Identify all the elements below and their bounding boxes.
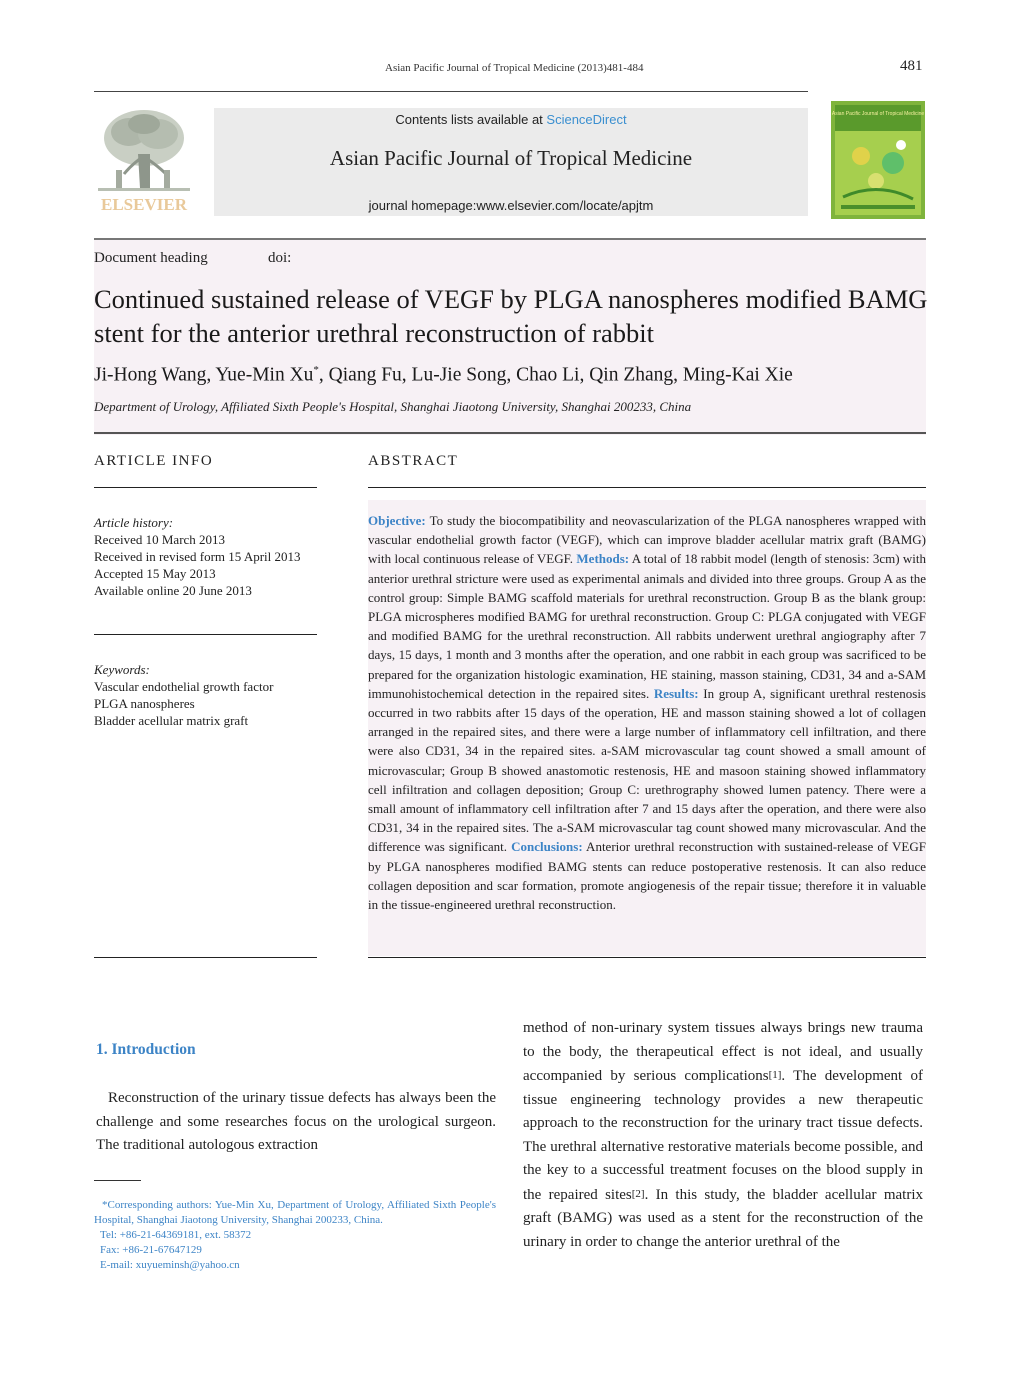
- running-head: Asian Pacific Journal of Tropical Medicine (2013)481-484: [385, 62, 644, 74]
- author-list: [94, 364, 928, 387]
- methods-label: Methods:: [576, 551, 630, 567]
- authors-after-mark: , Qiang Fu, Lu-Jie Song, Chao Li, Qin Zhang, Ming-Kai Xie: [318, 364, 793, 386]
- objective-label: Objective:: [368, 513, 426, 528]
- article-history: [94, 514, 317, 599]
- results-text: In group A, significant urethral restenosis occurred in two rabbits after 15 days of the operation, HE and masson staining showed a lot of collagen arranged in the repaired sites, and there were a large number of inflammatory cell infiltration, and there were also CD31, 34 in the repaired sites. a-SAM microvascular tag count showed a small amount of microvascular; Group B showed anastomotic restenosis, HE and masoon staining showed inflammatory cell infiltration and collagen deposition; Group C: urethrography showed lumen patency. There were a small amount of inflammatory cell infiltration after 7 and 15 days after the operation, and there were also CD31, 34 in the repaired sites. The a-SAM microvascular tag count showed many microvascular. And the difference was significant.: [368, 685, 926, 855]
- doi-label: doi:: [268, 250, 292, 266]
- sciencedirect-link[interactable]: ScienceDirect: [546, 112, 627, 127]
- introduction-right-column: [523, 1017, 923, 1254]
- results-label: Results:: [653, 685, 699, 701]
- history-label: Article history:: [94, 515, 174, 530]
- divider: [368, 487, 926, 488]
- svg-text:ELSEVIER: ELSEVIER: [101, 195, 187, 214]
- contents-line: [214, 112, 808, 127]
- article-title: Continued sustained release of VEGF by PLGA nanospheres modified BAMG stent for the anterior urethral reconstruction of rabbit: [94, 284, 928, 348]
- reference-link[interactable]: [2]: [631, 1187, 645, 1200]
- divider: [94, 634, 317, 635]
- journal-homepage[interactable]: journal homepage:www.elsevier.com/locate/apjtm: [368, 198, 654, 213]
- footnote-email[interactable]: E-mail: xuyueminsh@yahoo.cn: [100, 1259, 240, 1271]
- top-rule: [94, 91, 808, 92]
- page-number: 481: [900, 58, 923, 74]
- reference-link[interactable]: [1]: [768, 1069, 782, 1081]
- footnote-fax: Fax: +86-21-67647129: [100, 1244, 202, 1256]
- footnote-tel: Tel: +86-21-64369181, ext. 58372: [100, 1229, 252, 1241]
- abstract-heading: ABSTRACT: [368, 453, 459, 469]
- article-info-heading: ARTICLE INFO: [94, 453, 214, 469]
- contents-prefix: Contents lists available at: [395, 112, 547, 127]
- keyword-item: Vascular endothelial growth factor: [94, 679, 274, 694]
- history-revised: Received in revised form 15 April 2013: [94, 549, 301, 564]
- methods-text: A total of 18 rabbit model (length of stenosis: 3cm) with anterior urethral stricture were used as experimental animals and divided into three groups. Group A as the control group: Simple BAMG scaffold materials for urethral reconstruction. Group B as the blank group: PLGA microspheres modified BAMG for urethral reconstruction. Group C: PLGA conjugated with VEGF and modified BAMG for the urethral reconstruction. All rabbits underwent urethral angiography after 7 days, 15 days, 1 month and 3 months after the operation, and one rabbit in each group was sacrificed to be prepared for the organization histologic examination, HE staining, masson staining, CD31, 34 and a-SAM immunohistochemical detection in the repaired sites.: [368, 551, 926, 701]
- title-block-rule: [94, 432, 926, 434]
- conclusions-text: Anterior urethral reconstruction with sustained-release of VEGF by PLGA nanospheres modified BAMG stents can reduce postoperative restenosis. It can also reduce collagen deposition and scar formation, promote angiogenesis of the repair tissue; therefore it in valuable in the tissue-engineered urethral reconstruction.: [368, 839, 926, 913]
- keywords: [94, 661, 317, 729]
- elsevier-logo: [94, 104, 194, 216]
- footnote-rule: [94, 1180, 141, 1181]
- divider: [94, 487, 317, 488]
- corresponding-author-note: [94, 1198, 496, 1229]
- intro-text-part: method of non-urinary system tissues always brings new trauma to the body, the therapeutical effect is not ideal, and usually accompanied by serious complications: [523, 1020, 923, 1084]
- conclusions-label: Conclusions:: [511, 839, 583, 855]
- keyword-item: PLGA nanospheres: [94, 696, 195, 711]
- keyword-item: Bladder acellular matrix graft: [94, 713, 249, 728]
- introduction-left-column: Reconstruction of the urinary tissue defects has always been the challenge and some researches focus on the urological surgeon. The traditional autologous extraction: [96, 1090, 496, 1154]
- svg-text:Asian Pacific Journal of Tropi: Asian Pacific Journal of Tropical Medicine: [831, 111, 925, 117]
- journal-name: Asian Pacific Journal of Tropical Medicine: [329, 146, 693, 170]
- divider: [94, 957, 317, 958]
- history-online: Available online 20 June 2013: [94, 583, 252, 598]
- abstract-text: [368, 511, 926, 914]
- affiliation: Department of Urology, Affiliated Sixth People's Hospital, Shanghai Jiaotong University, Shanghai 200233, China: [94, 399, 692, 414]
- intro-text-part: . The development of tissue engineering technology provides a new therapeutic approach to the reconstruction for the urinary tract tissue defects. The urethral alternative restorative materials become possible, and the key to a successful treatment focuses on the blood supply in the repaired sites: [523, 1068, 923, 1203]
- journal-cover: [831, 101, 925, 219]
- history-received: Received 10 March 2013: [94, 532, 226, 547]
- corresponding-text: *Corresponding authors: Yue-Min Xu, Department of Urology, Affiliated Sixth People's Hospital, Shanghai Jiaotong University, Shanghai 200233, China.: [94, 1199, 496, 1227]
- intro-text-part: . In this study, the bladder acellular matrix graft (BAMG) was used as a stent for the reconstruction of the urinary in order to change the anterior urethral of the: [523, 1186, 924, 1250]
- corresponding-mark: *: [313, 364, 319, 376]
- keywords-label: Keywords:: [94, 662, 150, 677]
- introduction-heading: 1. Introduction: [96, 1041, 196, 1058]
- authors-before-mark: Ji-Hong Wang, Yue-Min Xu: [94, 364, 314, 386]
- document-heading: Document heading: [94, 250, 208, 266]
- objective-text: To study the biocompatibility and neovascularization of the PLGA nanospheres wrapped with vascular endothelial growth factor (VEGF), which can improve bladder acellular matrix graft (BAMG) with local continuous release of VEGF.: [368, 513, 926, 567]
- divider: [368, 957, 926, 958]
- history-accepted: Accepted 15 May 2013: [94, 566, 216, 581]
